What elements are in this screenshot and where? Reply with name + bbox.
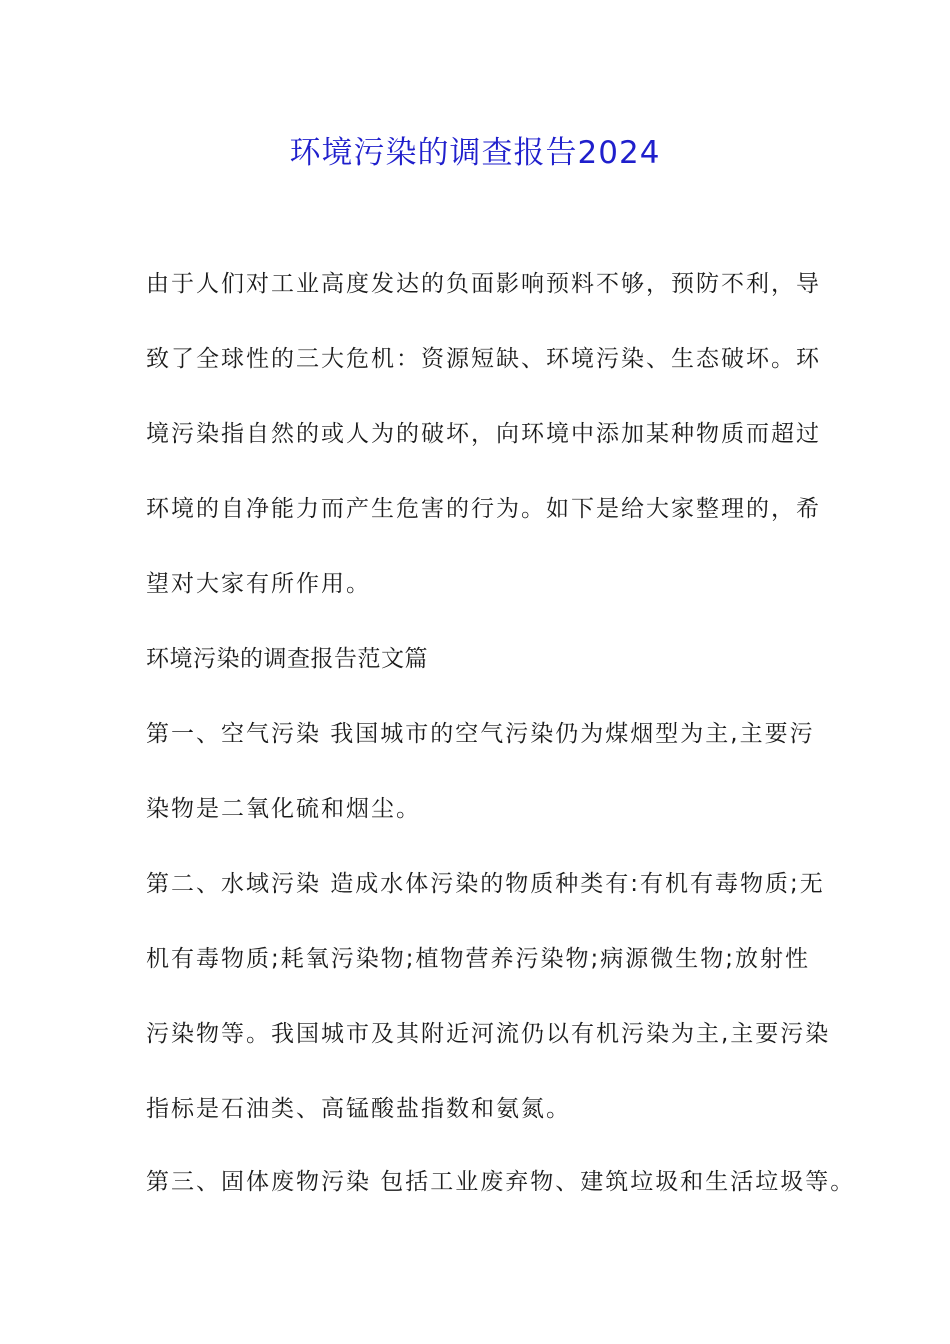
body-line: 指标是石油类、高锰酸盐指数和氨氮。 [146, 1096, 571, 1122]
body-line: 环境的自净能力而产生危害的行为。如下是给大家整理的，希 [146, 496, 821, 522]
body-line: 第一、空气污染 我国城市的空气污染仍为煤烟型为主,主要污 [146, 721, 815, 747]
body-line: 污染物等。我国城市及其附近河流仍以有机污染为主,主要污染 [146, 1021, 831, 1047]
body-line: 染物是二氧化硫和烟尘。 [146, 796, 421, 822]
body-line: 机有毒物质;耗氧污染物;植物营养污染物;病源微生物;放射性 [146, 946, 810, 972]
document-title: 环境污染的调查报告2024 [289, 135, 661, 171]
body-line: 境污染指自然的或人为的破坏，向环境中添加某种物质而超过 [146, 421, 821, 447]
body-line: 望对大家有所作用。 [146, 571, 371, 597]
body-line: 第三、固体废物污染 包括工业废弃物、建筑垃圾和生活垃圾等。 [146, 1169, 856, 1195]
body-line: 致了全球性的三大危机：资源短缺、环境污染、生态破坏。环 [146, 346, 821, 372]
body-line: 第二、水域污染 造成水体污染的物质种类有:有机有毒物质;无 [146, 871, 825, 897]
section-heading: 环境污染的调查报告范文篇 [146, 646, 428, 672]
body-line: 由于人们对工业高度发达的负面影响预料不够，预防不利，导 [146, 271, 821, 297]
